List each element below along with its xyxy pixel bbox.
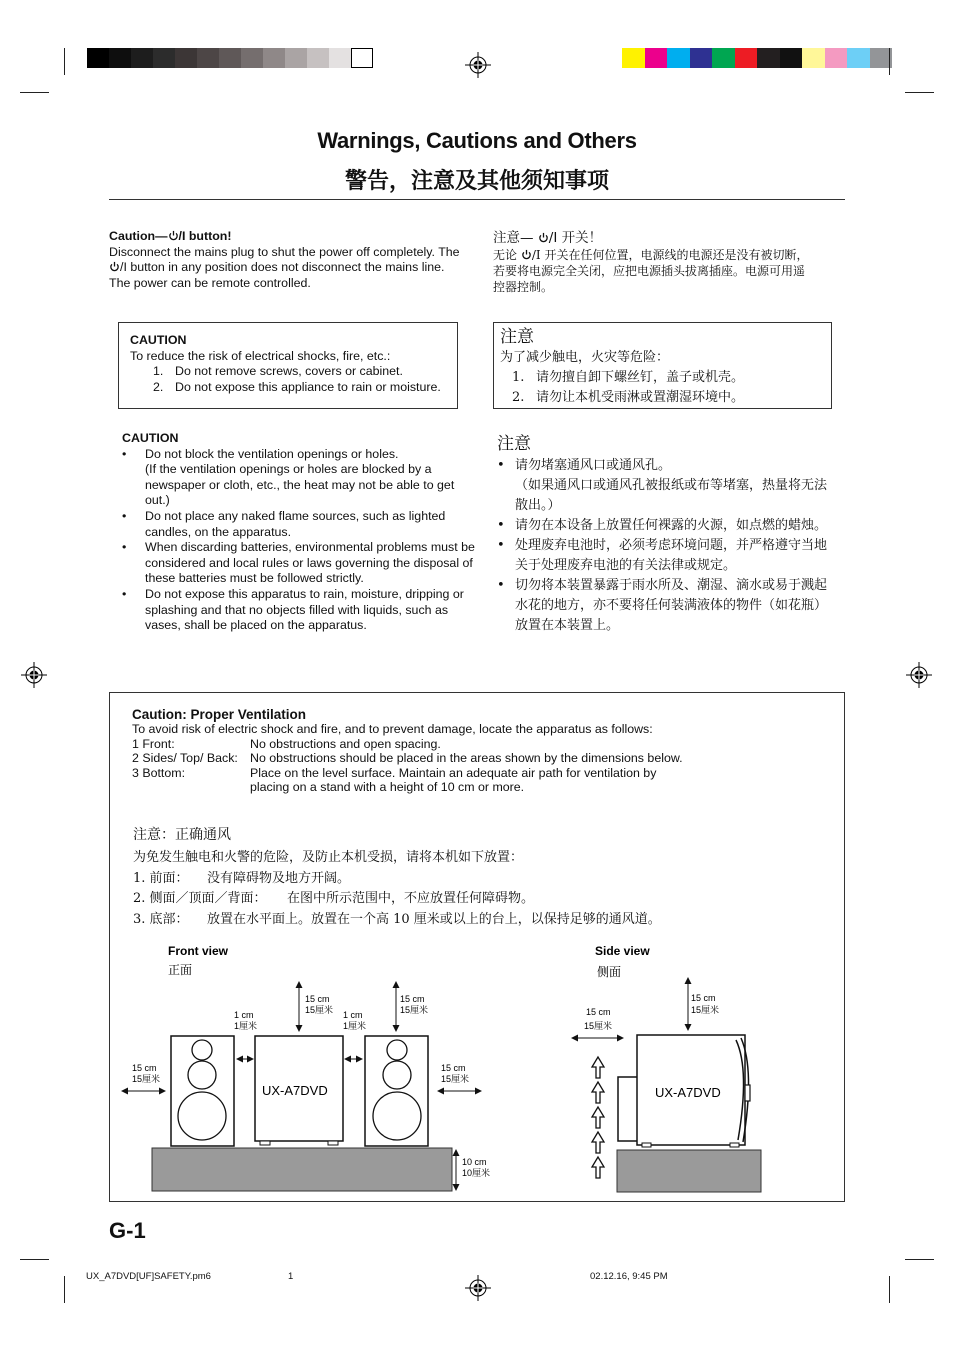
list-item (122, 540, 478, 587)
color-swatch (757, 48, 780, 68)
caution-box-item (500, 388, 825, 408)
list-item (497, 576, 827, 636)
crop-mark (20, 92, 49, 93)
ventilation-row-key: 1 Front: (132, 736, 175, 751)
color-swatch (307, 48, 329, 68)
color-swatch (802, 48, 825, 68)
crop-mark (905, 92, 934, 93)
list-item (122, 509, 478, 540)
caution-list-zh-heading: 注意 (497, 434, 531, 454)
list-item-text: • Do not block the ventilation openings or holes. (145, 446, 399, 461)
ventilation-row (133, 889, 833, 910)
front-view-label: Front view (168, 944, 229, 958)
item-number: 2. (153, 379, 164, 394)
caution-box-item (130, 364, 447, 380)
caution-list-en-heading: CAUTION (122, 431, 179, 445)
standby-on-icon (521, 249, 532, 260)
power-caution-en: Caution— /I button! Disconnect the mains plug to shut the power off completely. The /I button in any position does not disconnect the mains line. The power can be remote controlled. (109, 229, 471, 291)
ventilation-zh-rows (133, 869, 833, 931)
page-number-label: G-1 (109, 1218, 146, 1243)
airflow-arrow-icon (592, 1057, 604, 1078)
list-item-text: • When discarding batteries, environmental problems must be considered and local rules or laws governing the disposal of these batteries must be followed strictly. (145, 540, 475, 586)
ventilation-row-value: 在图中所示范围中，不应放置任何障碍物。 (287, 891, 535, 906)
list-item (497, 456, 827, 516)
ventilation-zh-heading: 注意：正确通风 (133, 827, 231, 843)
color-swatch (712, 48, 735, 68)
dim-left-cm: 15 cm (132, 1063, 157, 1073)
ventilation-diagram (110, 940, 844, 1200)
dim-right-cm: 15 cm (441, 1063, 466, 1073)
ventilation-row (132, 737, 692, 752)
caution-box-zh: 注意 为了减少触电，火灾等危险： 1. 请勿擅自卸下螺丝钉，盖子或机壳。 2. 请勿让本机受雨淋或置潮湿环境中。 (493, 322, 832, 409)
list-item (497, 536, 827, 576)
caution-list-en-items (122, 447, 478, 634)
caution-box-zh-list (500, 368, 825, 408)
ventilation-zh: 注意：正确通风 为免发生触电和火警的危险，及防止本机受损，请将本机如下放置： 1. 前面： 没有障碍物及地方开阔。 2. 侧面／顶面／背面： 在图中所示范围中，不应放置任何障碍物。 3. 底部： 放置在水平面上。放置在一个高 10 厘米或以上的台上，以保持足够的通风道。 (133, 826, 833, 930)
crop-mark (889, 1276, 890, 1303)
item-number: 1. (512, 370, 525, 385)
ventilation-en-rows (132, 737, 692, 795)
side-view-label: Side view (595, 944, 650, 958)
color-swatch (645, 48, 668, 68)
footer-page: 1 (288, 1271, 294, 1282)
dim-back-cm: 15 cm (586, 1007, 611, 1017)
dim-right-zh: 15厘米 (441, 1074, 470, 1084)
airflow-arrow-icon (592, 1157, 604, 1178)
color-swatch (351, 48, 373, 68)
standby-on-icon (168, 230, 179, 241)
caution-list-en (122, 431, 478, 634)
left-speaker (171, 1036, 234, 1146)
dim-gap-right-zh: 1厘米 (343, 1021, 367, 1031)
registration-mark-top (465, 52, 491, 78)
color-swatch (109, 48, 131, 68)
list-item (497, 516, 827, 536)
caution-box-item (130, 380, 447, 396)
ventilation-row-value: 放置在水平面上。放置在一个高 10 厘米或以上的台上，以保持足够的通风道。 (207, 911, 661, 927)
airflow-arrow-icon (592, 1132, 604, 1153)
power-caution-zh-title: 注意— /I 开关！ (493, 230, 603, 246)
front-stand (152, 1148, 452, 1191)
crop-mark (64, 48, 65, 75)
color-swatch (87, 48, 109, 68)
front-view-label-zh: 正面 (168, 963, 193, 977)
color-swatch (285, 48, 307, 68)
color-swatch (667, 48, 690, 68)
color-swatch (825, 48, 848, 68)
airflow-arrow-icon (592, 1107, 604, 1128)
model-label-front: UX-A7DVD (262, 1083, 328, 1098)
list-item-text: （如果通风口或通风孔被报纸或布等堵塞，热量将无法散出。） (515, 478, 828, 513)
list-item-text: • 请勿在本设备上放置任何裸露的火源，如点燃的蜡烛。 (515, 518, 828, 533)
ventilation-row-key: 1. 前面： (133, 870, 189, 886)
side-view-label-zh: 侧面 (597, 965, 622, 979)
registration-mark-bottom (465, 1275, 491, 1301)
dim-left-zh: 15厘米 (132, 1074, 161, 1084)
dim-stand-zh: 10厘米 (462, 1168, 491, 1178)
title-divider (109, 199, 845, 200)
color-swatch (153, 48, 175, 68)
color-swatch (690, 48, 713, 68)
item-text: Do not expose this appliance to rain or moisture. (175, 379, 441, 394)
list-item (122, 447, 478, 509)
ventilation-row-key: 2 Sides/ Top/ Back: (132, 751, 238, 765)
list-item-text: • Do not expose this apparatus to rain, moisture, dripping or splashing and that no objects filled with liquids, such as vases, shall be placed on the apparatus. (145, 586, 464, 633)
ventilation-row (133, 869, 833, 890)
dim-gap-left-zh: 1厘米 (234, 1021, 258, 1031)
caution-box-en: CAUTION To reduce the risk of electrical shocks, fire, etc.: 1. Do not remove screws, covers or cabinet. 2. Do not expose this appliance to rain or moisture. (118, 322, 458, 409)
page-title-en: Warnings, Cautions and Others (317, 128, 637, 153)
color-swatch (780, 48, 803, 68)
model-label-side: UX-A7DVD (655, 1085, 721, 1100)
ventilation-en: Caution: Proper Ventilation To avoid risk of electric shock and fire, and to prevent damage, locate the apparatus as follows: 1 Front: No obstructions and open spacing. 2 Sides/ Top/ Back: No obstructions should be placed in the areas shown by the dimensions below. 3 Bottom: Place on the level surface. Maintain an adequate air path for ventilation by placing on a stand with a height of 10 cm or more. (132, 707, 692, 795)
ventilation-row-value: No obstructions and open spacing. (250, 736, 441, 751)
dim-gap-right-cm: 1 cm (343, 1010, 363, 1020)
ventilation-row-key: 3 Bottom: (132, 765, 186, 780)
list-item-text: (If the ventilation openings or holes are blocked by a newspaper or cloth, etc., the heat may not be able to get out.) (145, 462, 455, 508)
color-swatch (131, 48, 153, 68)
item-text: 请勿擅自卸下螺丝钉，盖子或机壳。 (536, 370, 745, 385)
right-speaker (365, 1036, 428, 1146)
power-caution-zh: 注意— /I 开关！ 无论 /I 开关在任何位置，电源线的电源还是没有被切断， 若要将电源完全关闭，应把电源插头拔离插座。电源可用遥 控器控制。 (493, 229, 843, 295)
footer-filename: UX_A7DVD[UF]SAFETY.pm6 (86, 1271, 211, 1282)
airflow-arrow-icon (592, 1082, 604, 1103)
ventilation-row-key: 2. 侧面／顶面／背面： (133, 891, 267, 906)
caution-box-en-heading: CAUTION (130, 333, 187, 347)
dim-top-speaker-zh: 15厘米 (400, 1005, 429, 1015)
ventilation-row (132, 751, 692, 766)
dim-top-speaker-cm: 15 cm (400, 994, 425, 1004)
standby-on-icon (109, 261, 120, 272)
ventilation-row (132, 766, 692, 795)
list-item-text: • 处理废弃电池时，必须考虑环境问题，并严格遵守当地关于处理废弃电池的有关法律或规定。 (515, 538, 828, 573)
dim-top-side-zh: 15厘米 (691, 1005, 720, 1015)
item-text: 请勿让本机受雨淋或置潮湿环境中。 (536, 390, 745, 405)
side-stand (617, 1150, 761, 1192)
color-swatch (219, 48, 241, 68)
item-text: Do not remove screws, covers or cabinet. (175, 364, 403, 379)
registration-mark-left (21, 662, 47, 688)
color-swatch (241, 48, 263, 68)
ventilation-row-value: No obstructions should be placed in the areas shown by the dimensions below. (250, 751, 683, 765)
list-item-text: • 切勿将本装置暴露于雨水所及、潮湿、滴水或易于溅起水花的地方，亦不要将任何装满液体的物件（如花瓶）放置在本装置上。 (515, 578, 828, 633)
item-number: 1. (153, 364, 164, 379)
footer-timestamp: 02.12.16, 9:45 PM (590, 1271, 668, 1282)
power-caution-en-title: Caution— /I button! (109, 229, 232, 243)
list-item-text: • 请勿堵塞通风口或通风孔。 (515, 458, 672, 473)
list-item (122, 587, 478, 634)
crop-mark (20, 1259, 49, 1260)
color-swatch (197, 48, 219, 68)
dim-gap-left-cm: 1 cm (234, 1010, 254, 1020)
item-number: 2. (512, 390, 525, 405)
crop-mark (905, 1259, 934, 1260)
dim-top-unit-zh: 15厘米 (305, 1005, 334, 1015)
ventilation-en-heading: Caution: Proper Ventilation (132, 707, 307, 722)
color-swatch (263, 48, 285, 68)
caution-box-item (500, 368, 825, 388)
ventilation-row (133, 910, 833, 931)
dim-back-zh: 15厘米 (584, 1021, 613, 1031)
crop-mark (64, 1276, 65, 1303)
ventilation-row-key: 3. 底部： (133, 911, 189, 927)
color-swatch (622, 48, 645, 68)
caution-list-zh (497, 432, 827, 636)
color-swatch (329, 48, 351, 68)
caution-box-zh-heading: 注意 (500, 327, 534, 347)
registration-mark-right (906, 662, 932, 688)
crop-mark (889, 48, 890, 75)
airflow-arrows (592, 1057, 604, 1178)
caution-box-en-list (130, 364, 447, 395)
ventilation-row-value: Place on the level surface. Maintain an adequate air path for ventilation by placing on a stand with a height of 10 cm or more. (250, 765, 657, 794)
color-swatch (735, 48, 758, 68)
color-swatch (847, 48, 870, 68)
page-title-zh: 警告，注意及其他须知事项 (344, 169, 609, 194)
dim-top-side-cm: 15 cm (691, 993, 716, 1003)
dim-top-unit-cm: 15 cm (305, 994, 330, 1004)
standby-on-icon (538, 232, 549, 243)
dim-stand-cm: 10 cm (462, 1157, 487, 1167)
caution-list-zh-items (497, 456, 827, 636)
list-item-text: • Do not place any naked flame sources, such as lighted candles, on the apparatus. (145, 508, 446, 539)
color-swatch (175, 48, 197, 68)
ventilation-row-value: 没有障碍物及地方开阔。 (207, 870, 351, 886)
